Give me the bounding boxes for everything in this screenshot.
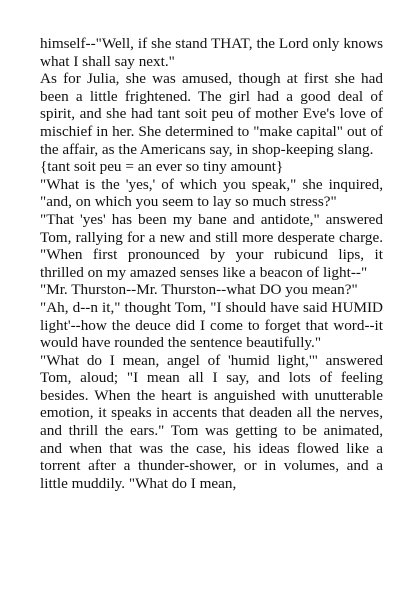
paragraph-1: himself--"Well, if she stand THAT, the Lord only knows what I shall say next." bbox=[40, 35, 383, 70]
paragraph-6: "Mr. Thurston--Mr. Thurston--what DO you mean?" bbox=[40, 281, 358, 299]
paragraph-4: "What is the 'yes,' of which you speak," she inquired, "and, on which you seem to lay so much stress?" bbox=[40, 175, 383, 211]
paragraph-5: "That 'yes' has been my bane and antidote," answered Tom, rallying for a new and still more desperate charge. "When first pronounced by your rubicund lips, it thrilled on my amazed senses like a beacon of light--" bbox=[40, 210, 383, 281]
paragraph-8: "What do I mean, angel of 'humid light,'" answered Tom, aloud; "I mean all I say, and lots of feeling besides. When the heart is anguished with unutterable emotion, it speaks in accents that deaden all the nerves, and thrill the ears." Tom was getting to be animated, and when that was the case, his ideas flowed like a torrent after a thunder-shower, or in volumes, and a little muddily. "What do I mean, bbox=[40, 351, 383, 492]
paragraph-7: "Ah, d--n it," thought Tom, "I should have said HUMID light'--how the deuce did I come to forget that word--it would have rounded the sentence beautifully." bbox=[40, 298, 383, 352]
body-text bbox=[40, 35, 383, 492]
paragraph-2: As for Julia, she was amused, though at first she had been a little frightened. The girl had a good deal of spirit, and she had tant soit peu of mother Eve's love of mischief in her. She determined to "make capital" out of the affair, as the Americans say, in shop-keeping slang. bbox=[40, 70, 383, 158]
paragraph-3-footnote: {tant soit peu = an ever so tiny amount} bbox=[40, 158, 284, 176]
